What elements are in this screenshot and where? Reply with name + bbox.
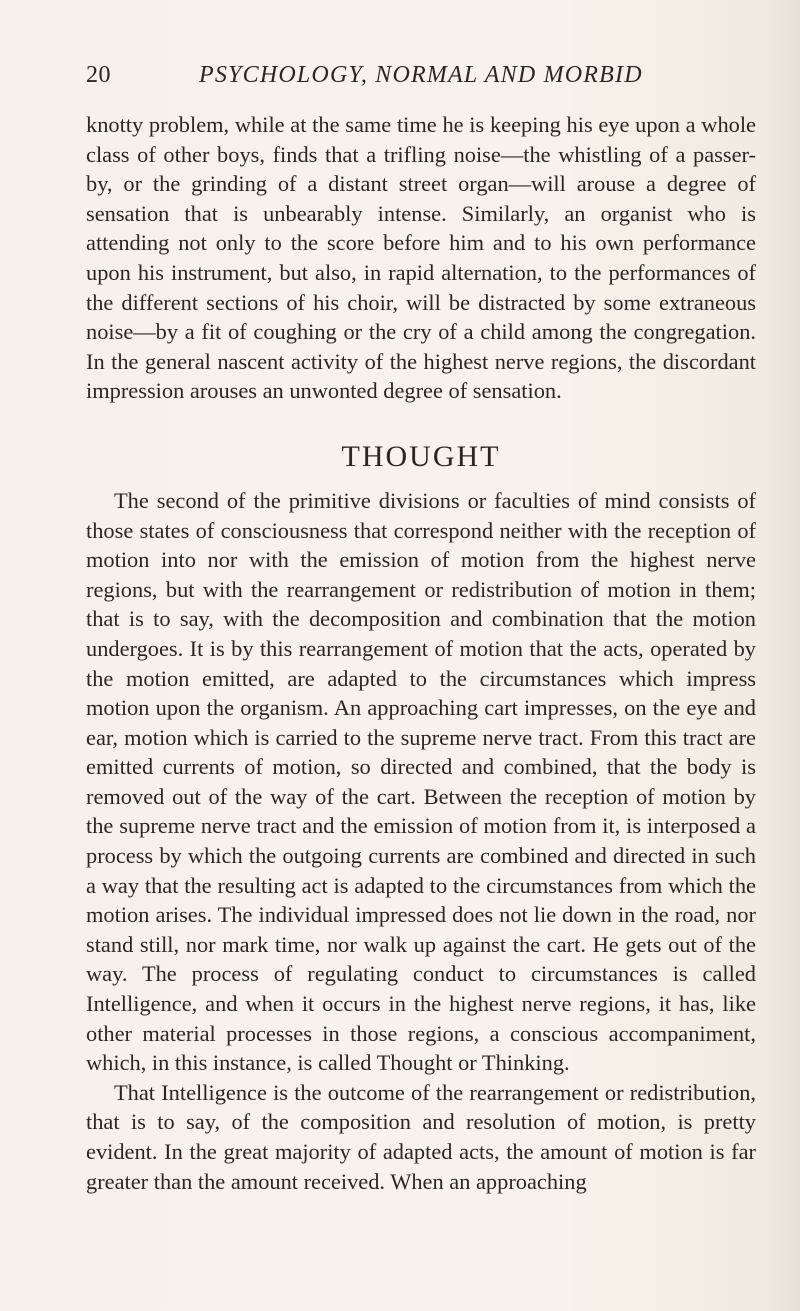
body-text [86, 110, 756, 1196]
paragraph-thought-intro: The second of the primitive divisions or faculties of mind consists of those states of consciousness that correspond neither with the reception of motion into nor with the emission of motion from the highest nerve regions, but with the rearrangement or redistribution of motion in them; that is to say, with the decomposition and combination that the motion undergoes. It is by this rearrangement of motion that the acts, operated by the motion emitted, are adapted to the circumstances which impress motion upon the organism. An approaching cart impresses, on the eye and ear, motion which is carried to the supreme nerve tract. From this tract are emitted currents of motion, so directed and combined, that the body is removed out of the way of the cart. Between the reception of motion by the supreme nerve tract and the emission of motion from it, is interposed a process by which the outgoing currents are combined and directed in such a way that the resulting act is adapted to the circumstances from which the motion arises. The individual impressed does not lie down in the road, nor stand still, nor mark time, nor walk up against the cart. He gets out of the way. The process of regulating conduct to circumstances is called Intelligence, and when it occurs in the highest nerve regions, it has, like other material processes in those regions, a conscious accompaniment, which, in this instance, is called Thought or Thinking. [86, 487, 756, 1076]
page-number: 20 [86, 62, 111, 88]
paragraph-continued: knotty problem, while at the same time he is keeping his eye upon a whole class of other boys, finds that a trifling noise—the whistling of a passer-by, or the grinding of a distant street organ—will arouse a degree of sensation that is unbearably intense. Similarly, an organist who is attending not only to the score before him and to his own performance upon his instrument, but also, in rapid alternation, to the performances of the different sections of his choir, will be distracted by some extraneous noise—by a fit of coughing or the cry of a child among the congregation. In the general nascent activity of the highest nerve regions, the discordant impression arouses an unwonted degree of sensation. [86, 112, 756, 404]
running-title: PSYCHOLOGY, NORMAL AND MORBID [199, 62, 643, 88]
section-heading: THOUGHT [341, 439, 501, 473]
page-header [86, 62, 756, 96]
paragraph-intelligence: That Intelligence is the outcome of the rearrangement or redistribution, that is to say, of the composition and resolution of motion, is pretty evident. In the great majority of adapted acts, the amount of motion is far greater than the amount received. When an approaching [86, 1079, 756, 1194]
